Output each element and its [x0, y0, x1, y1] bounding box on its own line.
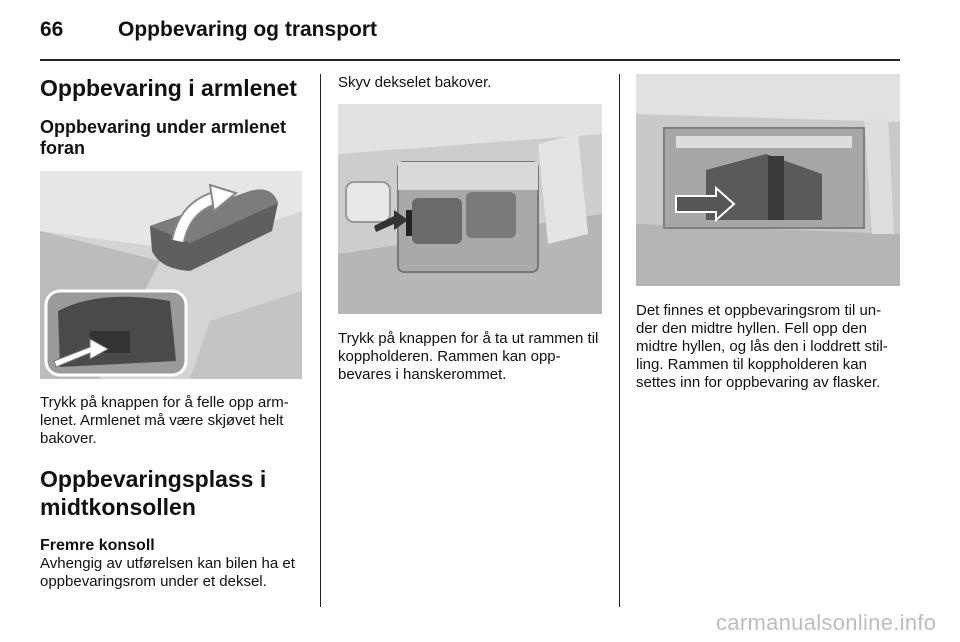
cupholder-caption: Trykk på knappen for å ta ut rammen til koppholderen. Rammen kan opp-bevares i hanskerommet. — [338, 330, 599, 383]
section-heading-console: Oppbevaringsplass i midtkonsollen — [40, 466, 267, 520]
armrest-photo — [40, 171, 302, 379]
cupholder-photo — [338, 104, 602, 314]
section-heading-armrest: Oppbevaring i armlenet — [40, 75, 297, 101]
column-divider-1 — [320, 74, 321, 607]
footer-watermark: carmanualsonline.info — [716, 610, 937, 635]
armrest-caption: Trykk på knappen for å felle opp arm-lenet. Armlenet må være skjøvet helt bakover. — [40, 394, 289, 447]
front-console-text: Avhengig av utførelsen kan bilen ha et oppbevaringsrom under et deksel. — [40, 555, 295, 590]
header-rule — [40, 59, 900, 61]
storage-photo — [636, 74, 900, 286]
storage-caption: Det finnes et oppbevaringsrom til un-der den midtre hyllen. Fell opp den midtre hyllen, og lås den i loddrett stil-ling. Rammen til koppholderen kan settes inn for oppbevaring av flasker. — [636, 302, 888, 391]
cupholder-illustration — [338, 104, 602, 314]
page-number: 66 — [40, 18, 64, 41]
column-1 — [40, 74, 305, 591]
page-header-title: Oppbevaring og transport — [118, 18, 378, 41]
column-2 — [338, 74, 604, 384]
armrest-illustration — [40, 171, 302, 379]
slide-cover-instruction: Skyv dekselet bakover. — [338, 74, 492, 91]
column-3 — [636, 74, 902, 392]
subheading-front-console: Fremre konsoll — [40, 537, 155, 554]
subheading-front-armrest: Oppbevaring under armlenet foran — [40, 117, 287, 158]
storage-illustration — [636, 74, 900, 286]
column-divider-2 — [619, 74, 620, 607]
